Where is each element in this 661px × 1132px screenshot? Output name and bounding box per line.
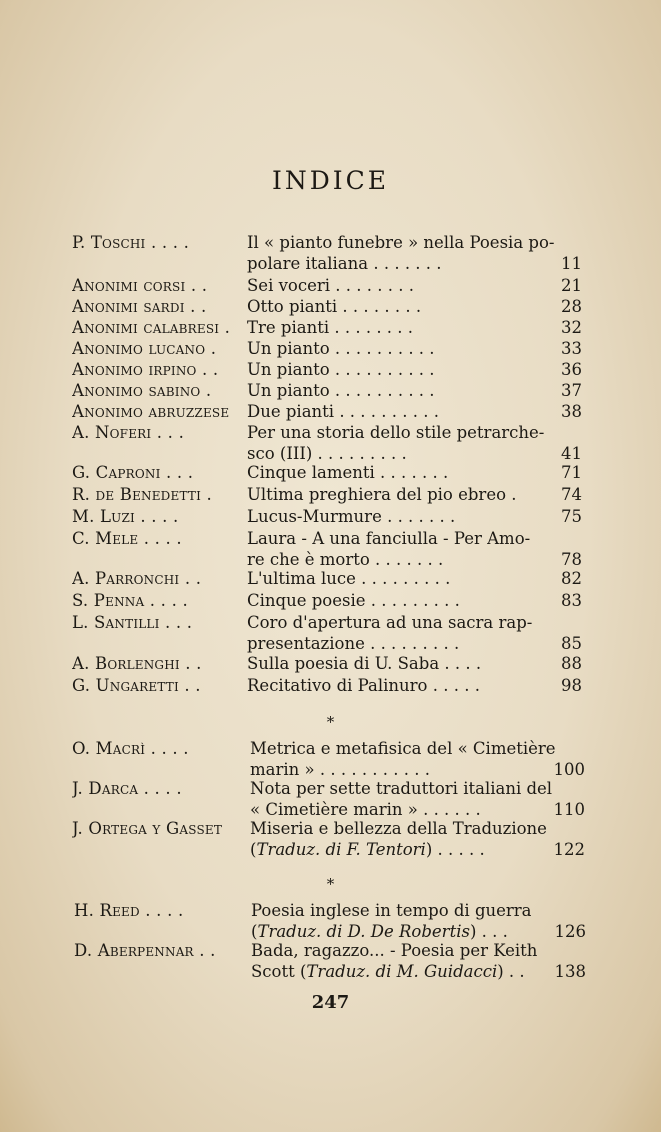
entry-page-number: 88 <box>561 654 582 673</box>
author-leader-dots: . . . . <box>145 739 189 758</box>
author-leader-dots: . . . . <box>144 591 188 610</box>
entry-author <box>72 359 240 380</box>
section-separator: * <box>326 875 335 893</box>
author-name: Anonimi calabresi <box>72 318 220 337</box>
entry-title-text: Recitativo di Palinuro . . . . . <box>247 676 480 695</box>
entry-title-text: Metrica e metafisica del « Cimetière <box>250 739 556 758</box>
author-leader-dots: . . <box>196 360 219 379</box>
entry-title-line <box>247 232 582 253</box>
author-leader-dots: . <box>201 485 212 504</box>
entry-title <box>247 296 582 317</box>
entry-author <box>72 380 240 401</box>
entry-title <box>247 380 582 401</box>
entry-author <box>72 818 248 839</box>
entry-page-number: 21 <box>561 276 582 295</box>
entry-title-text: Lucus-Murmure . . . . . . . <box>247 507 456 526</box>
entry-title-line <box>247 568 582 589</box>
entry-author <box>72 778 248 799</box>
author-leader-dots: . . . . <box>138 779 182 798</box>
author-name: C. Mele <box>72 529 139 548</box>
section-separator: * <box>326 713 335 731</box>
entry-title-text: Coro d'apertura ad una sacra rap- <box>247 613 533 632</box>
entry-page-number: 82 <box>561 569 582 588</box>
page-number: 247 <box>311 992 350 1013</box>
entry-page-number: 37 <box>561 381 582 400</box>
entry-page-number: 38 <box>561 402 582 421</box>
author-name: G. Caproni <box>72 463 161 482</box>
entry-page-number: 100 <box>553 760 585 779</box>
entry-author <box>72 296 240 317</box>
entry-author <box>72 612 240 633</box>
entry-title <box>247 317 582 338</box>
author-name: A. Borlenghi <box>72 654 180 673</box>
entry-title-line <box>251 921 586 942</box>
entry-author <box>72 506 240 527</box>
author-name: A. Noferi <box>72 423 152 442</box>
entry-title-line <box>250 818 585 839</box>
entry-page-number: 11 <box>561 254 582 273</box>
entry-title-line <box>247 338 582 359</box>
entry-author <box>72 275 240 296</box>
entry-title-line <box>247 317 582 338</box>
author-leader-dots: . . . . <box>134 507 179 526</box>
author-name: R. de Benedetti <box>72 485 202 504</box>
entry-title-line <box>250 799 585 820</box>
entry-page-number: 28 <box>561 297 582 316</box>
entry-page-number: 110 <box>553 800 585 819</box>
entry-title-line <box>251 961 586 982</box>
entry-title-text: « Cimetière marin » . . . . . . <box>250 800 481 819</box>
author-name: P. Toschi <box>72 233 146 252</box>
entry-title-text: (Traduz. di D. De Robertis) . . . <box>251 922 508 941</box>
entry-title <box>250 818 585 860</box>
entry-title-text: marin » . . . . . . . . . . . <box>250 760 431 779</box>
author-name: J. Darca <box>72 779 139 798</box>
entry-title-line <box>250 759 585 780</box>
entry-title <box>247 462 582 483</box>
entry-page-number: 36 <box>561 360 582 379</box>
entry-author <box>72 317 240 338</box>
entry-title-text: Un pianto . . . . . . . . . . <box>247 339 435 358</box>
entry-page-number: 138 <box>554 962 586 981</box>
entry-title-line <box>247 422 582 443</box>
entry-page-number: 85 <box>561 634 582 653</box>
author-leader-dots: . . <box>179 569 202 588</box>
entry-page-number: 41 <box>561 444 582 463</box>
entry-title-text: Un pianto . . . . . . . . . . <box>247 360 435 379</box>
entry-title <box>247 612 582 654</box>
entry-author <box>72 401 240 422</box>
entry-page-number: 71 <box>561 463 582 482</box>
entry-title-text: Ultima preghiera del pio ebreo . <box>247 485 517 504</box>
entry-title <box>247 338 582 359</box>
author-leader-dots: . <box>200 381 212 400</box>
entry-title-line <box>250 839 585 860</box>
entry-page-number: 83 <box>561 591 582 610</box>
entry-page-number: 33 <box>561 339 582 358</box>
entry-title-line <box>251 900 586 921</box>
entry-title-text: Tre pianti . . . . . . . . <box>247 318 414 337</box>
author-leader-dots: . . . . <box>138 529 182 548</box>
entry-title-line <box>247 462 582 483</box>
author-leader-dots: . . <box>185 276 208 295</box>
entry-title-line <box>247 675 582 696</box>
author-name: Anonimo irpino <box>72 360 197 379</box>
entry-title-line <box>247 506 582 527</box>
entry-title <box>247 484 582 505</box>
entry-title-line <box>250 738 585 759</box>
entry-title-text: Nota per sette traduttori italiani del <box>250 779 553 798</box>
entry-title-text: Il « pianto funebre » nella Poesia po- <box>247 233 555 252</box>
author-name: A. Parronchi <box>72 569 180 588</box>
entry-title-text: sco (III) . . . . . . . . . <box>247 444 407 463</box>
page-title: INDICE <box>271 166 390 195</box>
entry-title <box>247 232 582 274</box>
entry-page-number: 32 <box>561 318 582 337</box>
entry-title-line <box>247 484 582 505</box>
entry-title-line <box>251 940 586 961</box>
entry-author <box>72 484 240 505</box>
entry-title <box>247 568 582 589</box>
entry-title-text: Due pianti . . . . . . . . . . <box>247 402 439 421</box>
entry-title <box>250 738 585 780</box>
entry-title <box>247 275 582 296</box>
entry-title-line <box>247 359 582 380</box>
entry-title-text: Cinque poesie . . . . . . . . . <box>247 591 460 610</box>
author-leader-dots: . . <box>184 297 207 316</box>
entry-title-line <box>250 778 585 799</box>
author-leader-dots: . . . <box>160 463 194 482</box>
entry-title-text: L'ultima luce . . . . . . . . . <box>247 569 451 588</box>
entry-author <box>72 590 240 611</box>
author-leader-dots: . <box>205 339 217 358</box>
entry-title <box>247 590 582 611</box>
author-name: G. Ungaretti <box>72 676 179 695</box>
entry-title-line <box>247 528 582 549</box>
entry-title-line <box>247 401 582 422</box>
entry-title <box>247 675 582 696</box>
entry-author <box>72 653 240 674</box>
entry-title <box>247 422 582 464</box>
entry-author <box>72 675 240 696</box>
author-leader-dots: . . . . <box>139 901 184 920</box>
entry-author <box>72 738 248 759</box>
entry-title-text: re che è morto . . . . . . . <box>247 550 444 569</box>
author-name: S. Penna <box>72 591 145 610</box>
author-name: Anonimo lucano <box>72 339 206 358</box>
entry-title-line <box>247 612 582 633</box>
entry-title <box>247 528 582 570</box>
author-leader-dots: . . . <box>151 423 185 442</box>
entry-title-line <box>247 653 582 674</box>
author-leader-dots: . . <box>178 676 201 695</box>
entry-title-text: polare italiana . . . . . . . <box>247 254 442 273</box>
entry-title-line <box>247 443 582 464</box>
author-leader-dots: . . . . <box>145 233 190 252</box>
entry-title-line <box>247 549 582 570</box>
entry-author <box>72 568 240 589</box>
entry-title <box>247 653 582 674</box>
entry-author <box>72 422 240 443</box>
entry-title-line <box>247 296 582 317</box>
author-name: H. Reed <box>74 901 140 920</box>
author-name: L. Santilli <box>72 613 160 632</box>
entry-title <box>247 401 582 422</box>
author-leader-dots: . . <box>179 654 202 673</box>
entry-title-text: presentazione . . . . . . . . . <box>247 634 460 653</box>
author-name: D. Aberpennar <box>74 941 194 960</box>
entry-title <box>247 506 582 527</box>
entry-title-text: Otto pianti . . . . . . . . <box>247 297 422 316</box>
entry-author <box>72 338 240 359</box>
entry-page-number: 75 <box>561 507 582 526</box>
author-leader-dots: . . <box>193 941 216 960</box>
author-name: M. Luzi <box>72 507 135 526</box>
entry-page-number: 122 <box>553 840 585 859</box>
author-leader-dots: . <box>219 318 231 337</box>
entry-page-number: 74 <box>561 485 582 504</box>
entry-page-number: 126 <box>554 922 586 941</box>
entry-title-line <box>247 275 582 296</box>
entry-title-text: Scott (Traduz. di M. Guidacci) . . <box>251 962 525 981</box>
entry-title-text: Cinque lamenti . . . . . . . <box>247 463 449 482</box>
entry-author <box>74 940 244 961</box>
author-name: Anonimo sabino <box>72 381 201 400</box>
entry-title-text: (Traduz. di F. Tentori) . . . . . <box>250 840 485 859</box>
entry-author <box>72 462 240 483</box>
entry-title <box>251 900 586 942</box>
author-leader-dots: . . . <box>159 613 193 632</box>
entry-title-text: Un pianto . . . . . . . . . . <box>247 381 435 400</box>
entry-title-text: Sei voceri . . . . . . . . <box>247 276 414 295</box>
entry-title-text: Bada, ragazzo... - Poesia per Keith <box>251 941 538 960</box>
author-name: Anonimi sardi <box>72 297 185 316</box>
entry-title-text: Laura - A una fanciulla - Per Amo- <box>247 529 531 548</box>
entry-title-text: Sulla poesia di U. Saba . . . . <box>247 654 482 673</box>
entry-author <box>74 900 244 921</box>
author-name: Anonimo abruzzese <box>72 402 230 421</box>
entry-page-number: 78 <box>561 550 582 569</box>
author-name: J. Ortega y Gasset <box>72 819 223 838</box>
entry-title-text: Poesia inglese in tempo di guerra <box>251 901 532 920</box>
entry-title <box>247 359 582 380</box>
entry-title-line <box>247 633 582 654</box>
entry-title-line <box>247 590 582 611</box>
entry-title-line <box>247 253 582 274</box>
entry-title-line <box>247 380 582 401</box>
entry-title-text: Per una storia dello stile petrarche- <box>247 423 545 442</box>
author-name: O. Macrì <box>72 739 146 758</box>
entry-page-number: 98 <box>561 676 582 695</box>
entry-title-text: Miseria e bellezza della Traduzione <box>250 819 547 838</box>
entry-author <box>72 528 240 549</box>
entry-title <box>251 940 586 982</box>
entry-author <box>72 232 240 253</box>
author-name: Anonimi corsi <box>72 276 186 295</box>
entry-title <box>250 778 585 820</box>
